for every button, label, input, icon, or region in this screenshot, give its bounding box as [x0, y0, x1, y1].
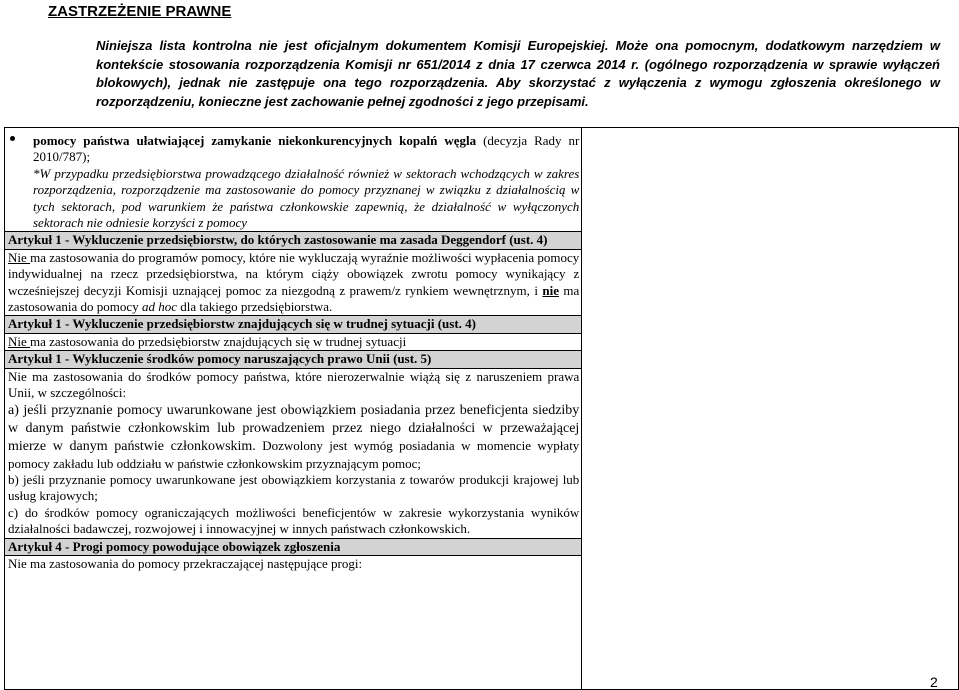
- section-title-union-law: Artykuł 1 - Wykluczenie środków pomocy naruszających prawo Unii (ust. 5): [5, 350, 581, 368]
- section-title-difficulty: Artykuł 1 - Wykluczenie przedsiębiorstw znajdujących się w trudnej sytuacji (ust. 4): [5, 315, 581, 333]
- checklist-table: [4, 127, 959, 690]
- page-number: 2: [930, 674, 938, 690]
- response-cell[interactable]: [582, 128, 959, 690]
- section-body-union-law-intro: Nie ma zastosowania do środków pomocy państwa, które nierozerwalnie wiążą się z naruszeniem prawa Unii, w szczególności:: [8, 368, 580, 401]
- section-body-union-law-b: b) jeśli przyznanie pomocy uwarunkowane jest obowiązkiem korzystania z towarów produkcji krajowej lub usług krajowych;: [8, 471, 580, 504]
- legal-disclaimer: Niniejsza lista kontrolna nie jest oficjalnym dokumentem Komisji Europejskiej. Może ona pomocnym, dodatkowym narzędziem w kontekście stosowania rozporządzenia Komisji nr 651/2014 z dnia 17 czerwca 2014 r. (ogólnego rozporządzenia w sprawie wyłączeń blokowych), jednak nie zastępuje ona tego rozporządzenia. Aby skorzystać z wyłączenia z wymogu zgłoszenia określonego w rozporządzeniu, konieczne jest zachowanie pełnej zgodności z jego przepisami.: [96, 38, 940, 109]
- section-body-union-law-c: c) do środków pomocy ograniczających możliwości beneficjentów w zakresie wykorzystania wyników działalności badawczej, rozwojowej i innowacyjnej w innych państwach członkowskich.: [8, 504, 580, 537]
- section-body-difficulty: Nie ma zastosowania do przedsiębiorstw znajdujących się w trudnej sytuacji: [8, 333, 407, 349]
- sector-note: *W przypadku przedsiębiorstwa prowadzącego działalność również w sektorach wchodzących w zakres rozporządzenia, rozporządzenie ma zastosowanie do pomocy przyznanej w związku z działalnością w tych sektorach, pod warunkiem że państwa członkowskie zapewnią, że działalność w wyłączonych sektorach nie odniesie korzyści z pomocy: [33, 165, 580, 231]
- section-body-union-law-a: a) jeśli przyznanie pomocy uwarunkowane jest obowiązkiem posiadania przez beneficjenta siedziby w danym państwie członkowskim lub prowadzeniem przez niego działalności w przeważającej mierze w danym państwie członkowskim. Dozwolony jest wymóg posiadania w momencie wypłaty pomocy zakładu lub oddziału w państwie członkowskim przyznającym pomoc;: [8, 402, 580, 471]
- criteria-cell: [5, 128, 582, 690]
- aid-scope-intro: pomocy państwa ułatwiającej zamykanie niekonkurencyjnych kopalń węgla (decyzja Rady nr 2010/787);: [33, 133, 580, 165]
- section-title-deggendorf: Artykuł 1 - Wykluczenie przedsiębiorstw, do których zastosowanie ma zasada Deggendorf (ust. 4): [5, 231, 581, 249]
- section-body-thresholds: Nie ma zastosowania do pomocy przekraczającej następujące progi:: [8, 555, 363, 571]
- section-title-thresholds: Artykuł 4 - Progi pomocy powodujące obowiązek zgłoszenia: [5, 538, 581, 556]
- page-heading: ZASTRZEŻENIE PRAWNE: [48, 3, 232, 20]
- section-body-deggendorf: Nie ma zastosowania do programów pomocy, które nie wykluczają wyraźnie możliwości wypłacenia pomocy indywidualnej na rzecz przedsiębiorstwa, na którym ciąży obowiązek zwrotu pomocy wynikający z wcześniejszej decyzji Komisji uznającej pomoc za niezgodną z prawem/z rynkiem wewnętrznym, i nie ma zastosowania do pomocy ad hoc dla takiego przedsiębiorstwa.: [8, 249, 580, 315]
